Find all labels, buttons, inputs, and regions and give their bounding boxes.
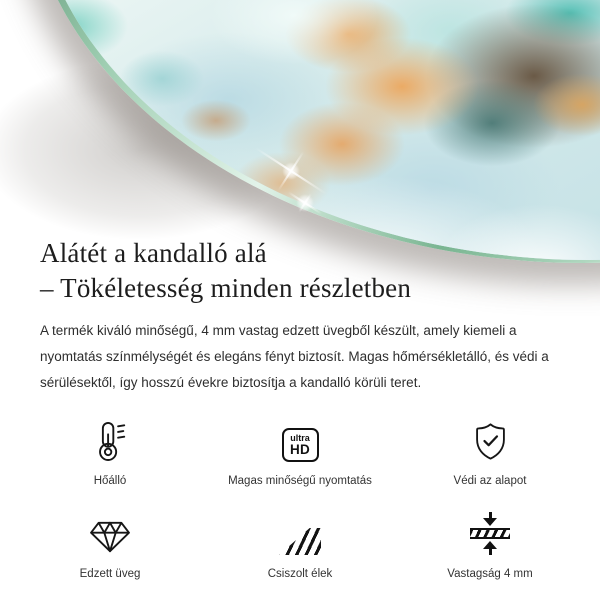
thermometer-icon	[91, 420, 129, 462]
feature-label: Csiszolt élek	[267, 568, 333, 580]
feature-label: Magas minőségű nyomtatás	[228, 475, 372, 487]
ultra-hd-badge-top: ultra	[290, 433, 310, 443]
feature-item-print-quality	[198, 420, 402, 487]
feature-item-protects-base	[402, 420, 578, 487]
title-line-2: – Tökéletesség minden részletben	[40, 273, 412, 303]
feature-item-polished-edges	[198, 513, 402, 580]
feature-item-thickness	[402, 513, 578, 580]
ultra-hd-badge-bottom: HD	[290, 442, 310, 457]
feature-item-tempered-glass	[22, 513, 198, 580]
polished-edges-icon	[279, 513, 321, 555]
feature-grid	[0, 420, 600, 580]
product-photo	[30, 0, 600, 260]
ultra-hd-icon	[282, 420, 319, 462]
product-hero	[0, 0, 600, 230]
thickness-icon	[470, 513, 510, 555]
feature-label: Vastagság 4 mm	[447, 568, 533, 580]
marble-artwork	[30, 0, 600, 260]
feature-label: Védi az alapot	[453, 475, 527, 487]
feature-item-heat-resistant	[22, 420, 198, 487]
feature-label: Hőálló	[93, 475, 127, 487]
diamond-icon	[89, 513, 131, 555]
shield-check-icon	[472, 420, 509, 462]
feature-label: Edzett üveg	[79, 568, 141, 580]
product-description: A termék kiváló minőségű, 4 mm vastag edzett üvegből készült, amely kiemeli a nyomtatás színmélységét és elegáns fényt biztosít. Magas hőmérsékletálló, és védi a sérülésektől, így hosszú évekre biztosítja a kandalló körüli teret.	[40, 323, 549, 390]
